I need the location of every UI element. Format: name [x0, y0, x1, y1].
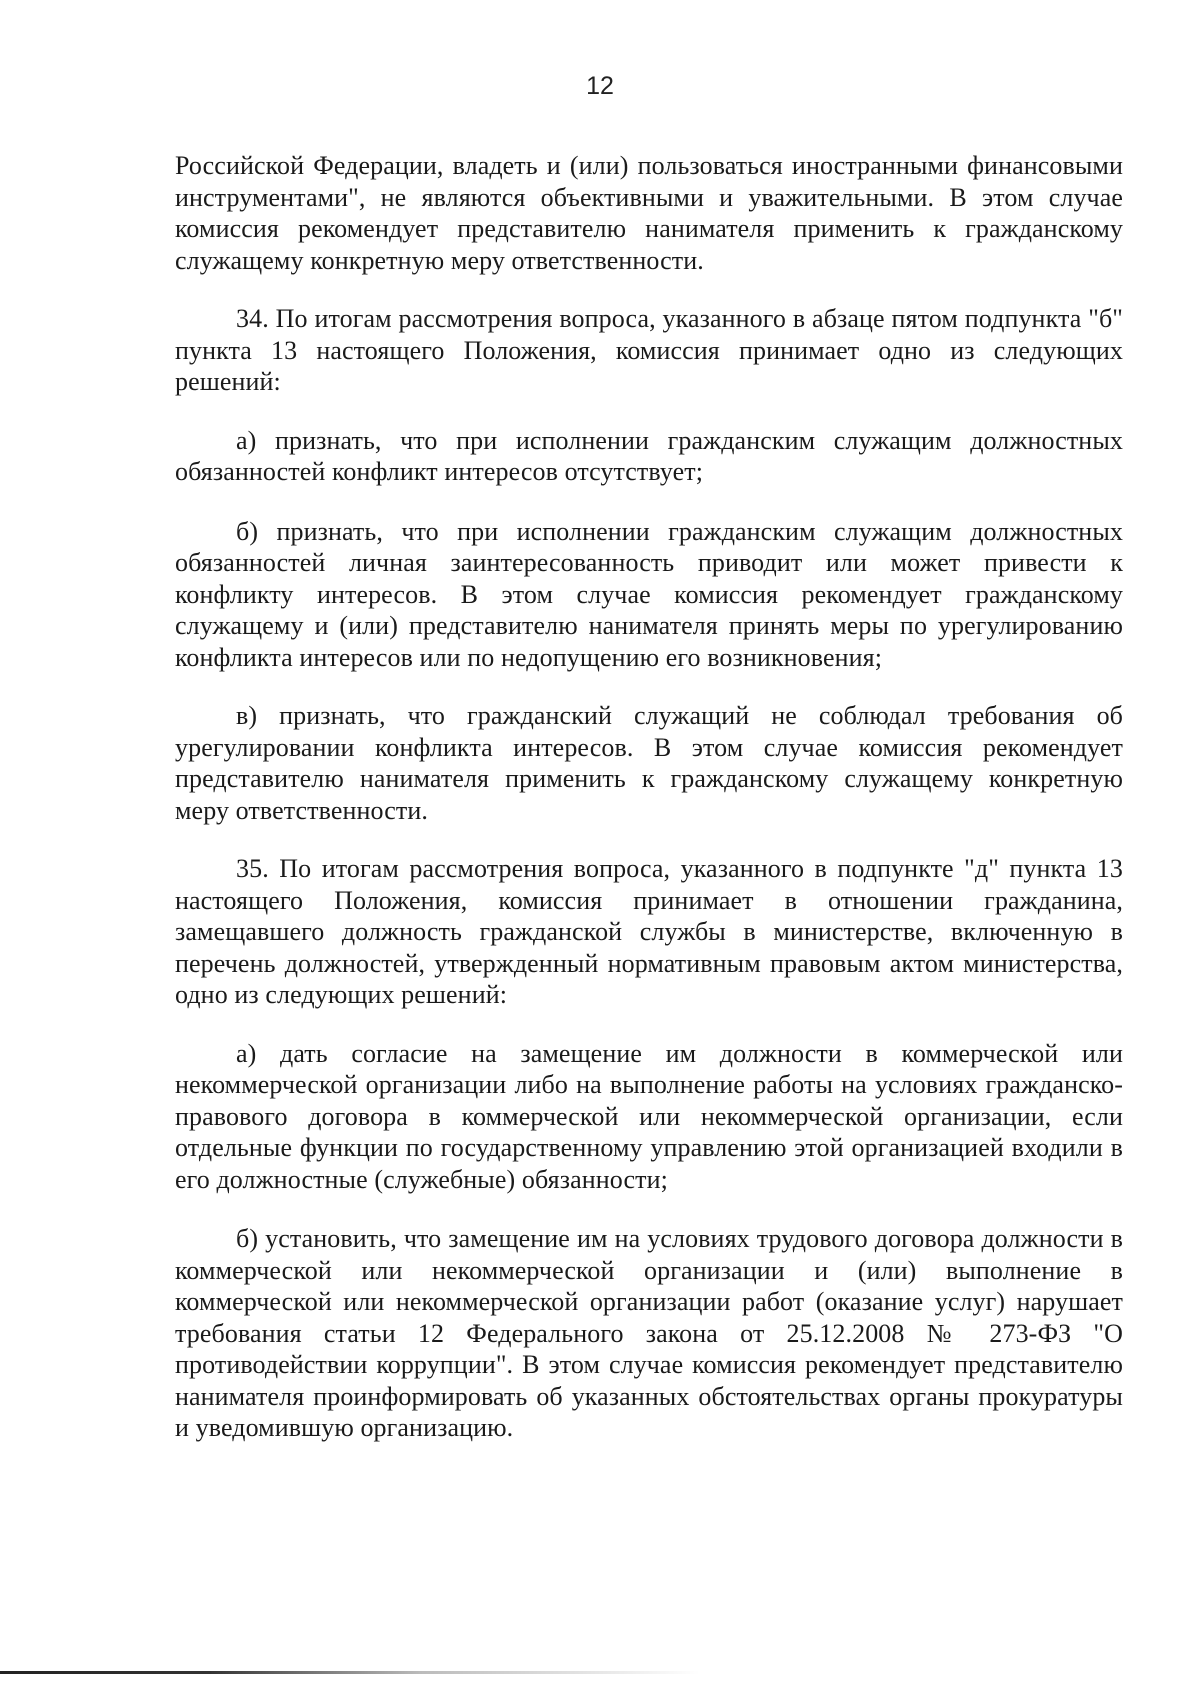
scan-edge-line [0, 1671, 700, 1674]
paragraph-item-35: 35. По итогам рассмотрения вопроса, указанного в подпункте "д" пункта 13 настоящего Положения, комиссия принимает в отношении гражданина, замещавшего должность гражданской службы в министерстве, включенную в перечень должностей, утвержденный нормативным правовым актом министерства, одно из следующих решений: [175, 854, 1123, 1009]
paragraph-item-34-a: а) признать, что при исполнении гражданским служащим должностных обязанностей конфликт интересов отсутствует; [175, 425, 1123, 486]
paragraph-continuation: Российской Федерации, владеть и (или) пользоваться иностранными финансовыми инструментами", не являются объективными и уважительными. В этом случае комиссия рекомендует представителю нанимателя применить к гражданскому служащему конкретную меру ответственности. [175, 151, 1123, 275]
paragraph-item-34-v: в) признать, что гражданский служащий не соблюдал требования об урегулировании конфликта интересов. В этом случае комиссия рекомендует представителю нанимателя применить к гражданскому служащему конкретную меру ответственности. [175, 701, 1123, 825]
paragraph-item-34-b: б) признать, что при исполнении гражданским служащим должностных обязанностей личная заинтересованность приводит или может привести к конфликту интересов. В этом случае комиссия рекомендует гражданскому служащему и (или) представителю нанимателя принять меры по урегулированию конфликта интересов или по недопущению его возникновения; [175, 516, 1123, 672]
paragraph-item-35-b: б) установить, что замещение им на условиях трудового договора должности в коммерческой или некоммерческой организации и (или) выполнение в коммерческой или некоммерческой организации работ (оказание услуг) нарушает требования статьи 12 Федерального закона от 25.12.2008 № 273-ФЗ "О противодействии коррупции". В этом случае комиссия рекомендует представителю нанимателя проинформировать об указанных обстоятельствах органы прокуратуры и уведомившую организацию. [175, 1224, 1123, 1442]
document-body [175, 150, 1123, 1471]
page-number: 12 [586, 72, 614, 100]
paragraph-item-35-a: а) дать согласие на замещение им должности в коммерческой или некоммерческой организации либо на выполнение работы на условиях гражданско-правового договора в коммерческой или некоммерческой организации, если отдельные функции по государственному управлению этой организацией входили в его должностные (служебные) обязанности; [175, 1038, 1123, 1194]
paragraph-item-34: 34. По итогам рассмотрения вопроса, указанного в абзаце пятом подпункта "б" пункта 13 настоящего Положения, комиссия принимает одно из следующих решений: [175, 304, 1123, 396]
